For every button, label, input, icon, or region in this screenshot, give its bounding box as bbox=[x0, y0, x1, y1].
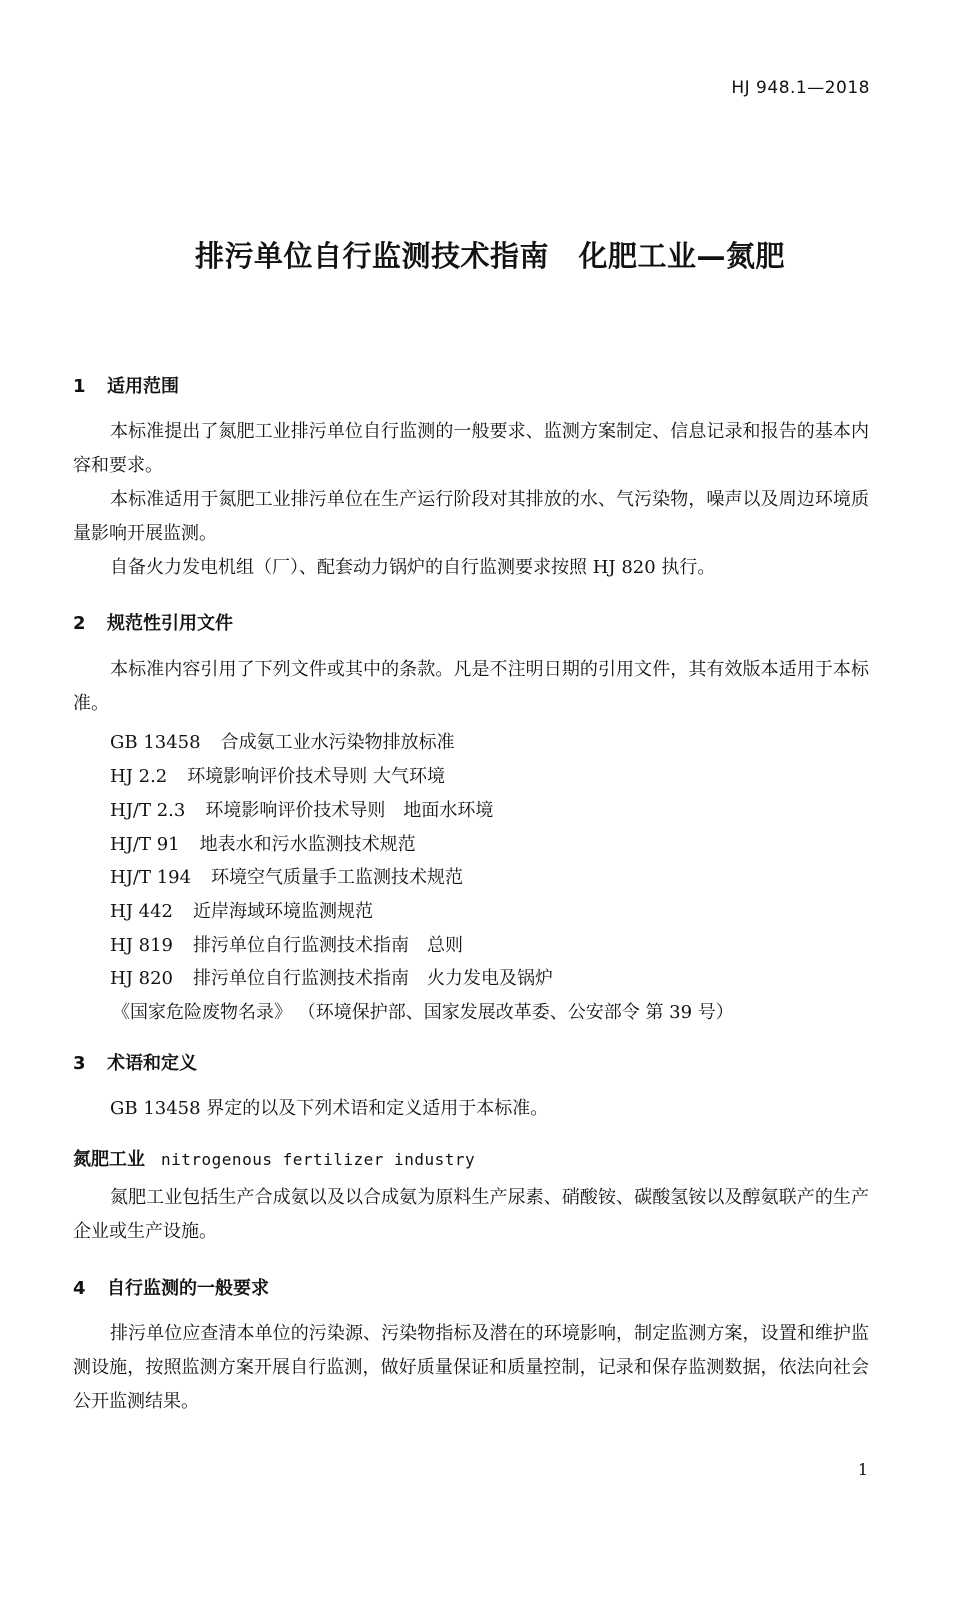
page-number: 1 bbox=[857, 1460, 868, 1479]
reference-code: HJ 820 bbox=[110, 968, 173, 989]
reference-item bbox=[110, 863, 463, 889]
section-title: 适用范围 bbox=[107, 376, 179, 397]
reference-item bbox=[110, 796, 493, 822]
section-title: 术语和定义 bbox=[107, 1053, 197, 1074]
section-title: 自行监测的一般要求 bbox=[107, 1278, 269, 1299]
reference-name: 环境影响评价技术导则 地面水环境 bbox=[205, 800, 494, 821]
section-number: 4 bbox=[73, 1278, 86, 1299]
reference-regulation: 《国家危险废物名录》 （环境保护部、国家发展改革委、公安部令 第 39 号） bbox=[112, 1002, 734, 1023]
section-1-paragraph-1: 本标准提出了氮肥工业排污单位自行监测的一般要求、监测方案制定、信息记录和报告的基本内容和要求。 bbox=[73, 421, 869, 476]
term-entry bbox=[73, 1145, 475, 1171]
reference-name: 环境空气质量手工监测技术规范 bbox=[211, 867, 464, 888]
reference-item bbox=[110, 830, 416, 856]
reference-name: 地表水和污水监测技术规范 bbox=[199, 834, 416, 855]
section-3-heading bbox=[73, 1049, 197, 1075]
term-en: nitrogenous fertilizer industry bbox=[161, 1150, 476, 1169]
section-number: 3 bbox=[73, 1053, 86, 1074]
section-4-heading bbox=[73, 1274, 269, 1300]
reference-code: HJ/T 194 bbox=[110, 867, 192, 888]
reference-item bbox=[110, 931, 463, 957]
term-definition: 氮肥工业包括生产合成氨以及以合成氨为原料生产尿素、硝酸铵、碳酸氢铵以及醇氨联产的生产企业或生产设施。 bbox=[73, 1187, 869, 1242]
reference-item bbox=[110, 964, 553, 990]
reference-item bbox=[110, 762, 445, 788]
document-title: 排污单位自行监测技术指南 化肥工业—氮肥 bbox=[194, 239, 785, 273]
reference-name: 合成氨工业水污染物排放标准 bbox=[220, 732, 455, 753]
section-1-paragraph-2: 本标准适用于氮肥工业排污单位在生产运行阶段对其排放的水、气污染物，噪声以及周边环境质量影响开展监测。 bbox=[73, 489, 869, 544]
term-zh: 氮肥工业 bbox=[73, 1149, 145, 1170]
reference-code: HJ/T 91 bbox=[110, 834, 180, 855]
standard-code: HJ 948.1—2018 bbox=[731, 78, 870, 98]
reference-code: GB 13458 bbox=[110, 732, 201, 753]
reference-name: 环境影响评价技术导则 大气环境 bbox=[187, 766, 445, 787]
section-4-paragraph-1: 排污单位应查清本单位的污染源、污染物指标及潜在的环境影响，制定监测方案，设置和维护监测设施，按照监测方案开展自行监测，做好质量保证和质量控制，记录和保存监测数据，依法向社会公开监测结果。 bbox=[73, 1323, 869, 1412]
section-2-paragraph-1: 本标准内容引用了下列文件或其中的条款。凡是不注明日期的引用文件，其有效版本适用于本标准。 bbox=[73, 659, 869, 714]
reference-name: 近岸海域环境监测规范 bbox=[193, 901, 373, 922]
section-2-heading bbox=[73, 609, 233, 635]
section-1-paragraph-3: 自备火力发电机组（厂）、配套动力锅炉的自行监测要求按照 HJ 820 执行。 bbox=[110, 557, 716, 578]
section-number: 2 bbox=[73, 613, 86, 634]
reference-item bbox=[110, 897, 373, 923]
reference-name: 排污单位自行监测技术指南 总则 bbox=[193, 935, 463, 956]
section-title: 规范性引用文件 bbox=[107, 613, 233, 634]
reference-code: HJ/T 2.3 bbox=[110, 800, 186, 821]
reference-name: 排污单位自行监测技术指南 火力发电及锅炉 bbox=[193, 968, 553, 989]
section-3-paragraph-1: GB 13458 界定的以及下列术语和定义适用于本标准。 bbox=[110, 1098, 549, 1119]
reference-item bbox=[110, 728, 455, 754]
reference-code: HJ 819 bbox=[110, 935, 173, 956]
section-1-heading bbox=[73, 372, 179, 398]
section-number: 1 bbox=[73, 376, 86, 397]
reference-code: HJ 442 bbox=[110, 901, 173, 922]
reference-code: HJ 2.2 bbox=[110, 766, 168, 787]
